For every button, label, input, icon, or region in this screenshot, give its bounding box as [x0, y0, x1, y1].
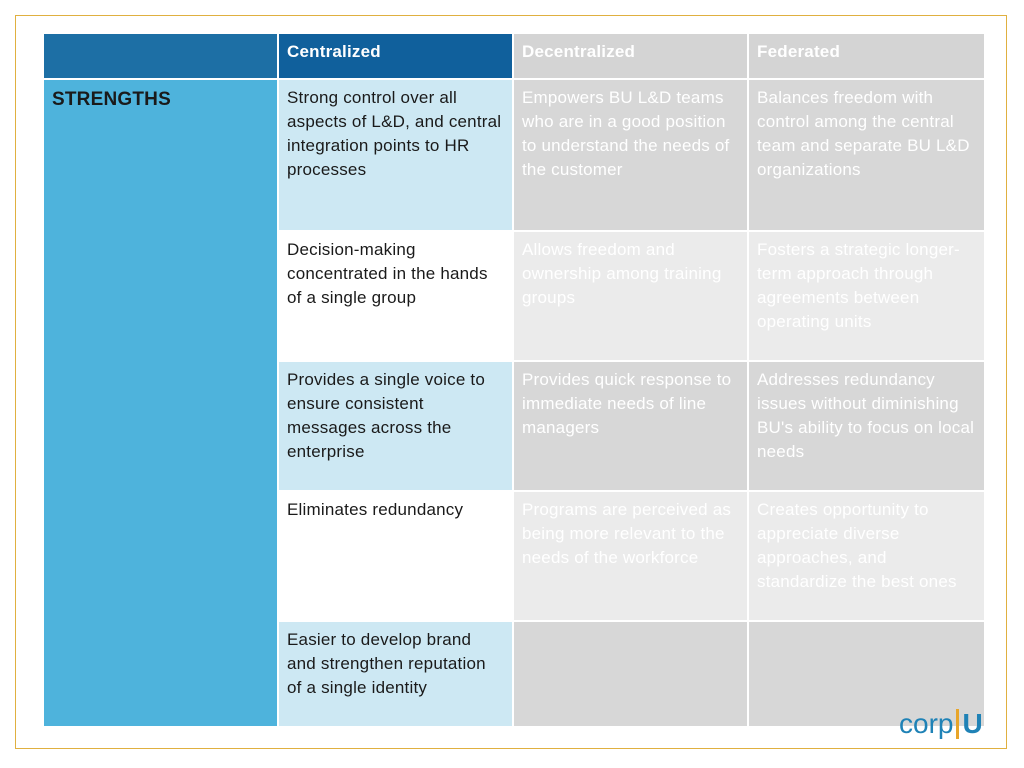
logo-divider — [956, 709, 959, 739]
cell-centralized: Easier to develop brand and strengthen reputation of a single identity — [279, 622, 512, 726]
cell-decentralized: Allows freedom and ownership among training groups — [514, 232, 747, 360]
header-row — [44, 34, 984, 78]
cell-decentralized: Empowers BU L&D teams who are in a good position to understand the needs of the customer — [514, 80, 747, 230]
cell-centralized: Decision-making concentrated in the hands of a single group — [279, 232, 512, 360]
strengths-label: STRENGTHS — [44, 80, 277, 726]
cell-decentralized: Provides quick response to immediate needs of line managers — [514, 362, 747, 490]
header-centralized: Centralized — [279, 34, 512, 78]
cell-federated: Fosters a strategic longer-term approach through agreements between operating units — [749, 232, 984, 360]
cell-centralized: Eliminates redundancy — [279, 492, 512, 620]
cell-decentralized: Programs are perceived as being more relevant to the needs of the workforce — [514, 492, 747, 620]
cell-centralized: Provides a single voice to ensure consistent messages across the enterprise — [279, 362, 512, 490]
logo-text-u: U — [962, 708, 983, 739]
cell-federated: Creates opportunity to appreciate diverse approaches, and standardize the best ones — [749, 492, 984, 620]
table-row — [44, 80, 984, 230]
cell-decentralized — [514, 622, 747, 726]
corpu-logo — [899, 708, 983, 740]
header-decentralized: Decentralized — [514, 34, 747, 78]
header-federated: Federated — [749, 34, 984, 78]
cell-centralized: Strong control over all aspects of L&D, and central integration points to HR processes — [279, 80, 512, 230]
header-corner-cell — [44, 34, 277, 78]
comparison-table — [42, 32, 986, 728]
logo-text-corp: corp — [899, 708, 954, 739]
cell-federated: Addresses redundancy issues without diminishing BU's ability to focus on local needs — [749, 362, 984, 490]
cell-federated: Balances freedom with control among the central team and separate BU L&D organizations — [749, 80, 984, 230]
